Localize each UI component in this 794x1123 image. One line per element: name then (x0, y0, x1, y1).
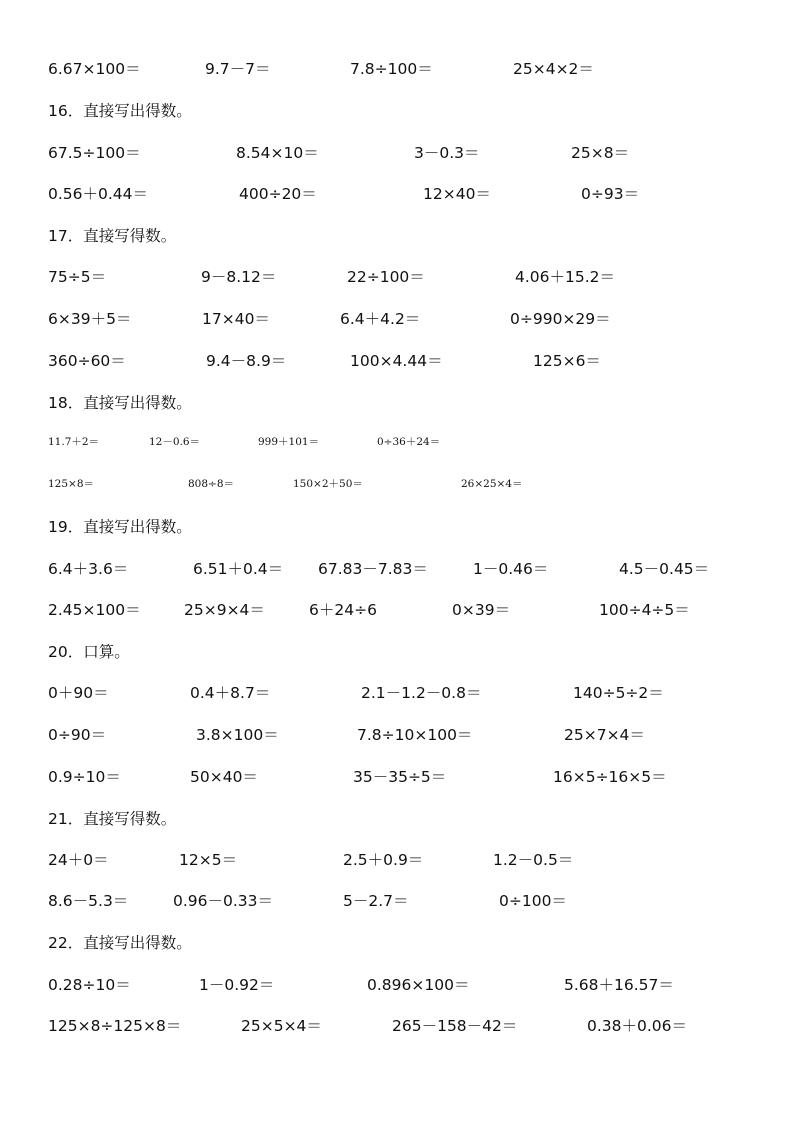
problem-row (0, 894, 794, 918)
problem-row (0, 479, 794, 503)
question-heading: 18．直接写出得数。 (48, 394, 192, 412)
arithmetic-problem: 75÷5＝ (48, 268, 107, 286)
arithmetic-problem: 25×7×4＝ (564, 726, 645, 744)
arithmetic-problem: 7.8÷10×100＝ (357, 726, 473, 744)
arithmetic-problem: 2.45×100＝ (48, 601, 141, 619)
arithmetic-problem: 400÷20＝ (239, 185, 317, 203)
arithmetic-problem: 24＋0＝ (48, 851, 109, 869)
arithmetic-problem: 0÷990×29＝ (510, 310, 611, 328)
arithmetic-problem: 35－35÷5＝ (353, 768, 447, 786)
arithmetic-problem: 9.4－8.9＝ (206, 352, 287, 370)
arithmetic-problem: 0÷36＋24＝ (377, 436, 441, 448)
arithmetic-problem: 0＋90＝ (48, 684, 109, 702)
arithmetic-problem: 12－0.6＝ (149, 436, 201, 448)
arithmetic-problem: 140÷5÷2＝ (573, 684, 664, 702)
arithmetic-problem: 100×4.44＝ (350, 352, 443, 370)
arithmetic-problem: 0.28÷10＝ (48, 976, 131, 994)
arithmetic-problem: 26×25×4＝ (461, 478, 523, 490)
arithmetic-problem: 0÷90＝ (48, 726, 107, 744)
problem-row (0, 770, 794, 794)
arithmetic-problem: 4.5－0.45＝ (619, 560, 710, 578)
arithmetic-problem: 4.06＋15.2＝ (515, 268, 616, 286)
arithmetic-problem: 6.4＋3.6＝ (48, 560, 129, 578)
arithmetic-problem: 125×8＝ (48, 478, 95, 490)
arithmetic-problem: 11.7＋2＝ (48, 436, 100, 448)
arithmetic-problem: 125×6＝ (533, 352, 601, 370)
arithmetic-problem: 1－0.92＝ (199, 976, 275, 994)
arithmetic-problem: 2.1－1.2－0.8＝ (361, 684, 482, 702)
arithmetic-problem: 3－0.3＝ (414, 144, 480, 162)
arithmetic-problem: 67.83－7.83＝ (318, 560, 428, 578)
problem-row (0, 686, 794, 710)
question-heading: 20．口算。 (48, 643, 130, 661)
arithmetic-problem: 999＋101＝ (258, 436, 320, 448)
arithmetic-problem: 3.8×100＝ (196, 726, 279, 744)
arithmetic-problem: 2.5＋0.9＝ (343, 851, 424, 869)
arithmetic-problem: 8.6－5.3＝ (48, 892, 129, 910)
arithmetic-problem: 7.8÷100＝ (350, 60, 433, 78)
arithmetic-problem: 12×40＝ (423, 185, 491, 203)
arithmetic-problem: 0×39＝ (452, 601, 511, 619)
arithmetic-problem: 22÷100＝ (347, 268, 425, 286)
arithmetic-problem: 17×40＝ (202, 310, 270, 328)
arithmetic-problem: 9－8.12＝ (201, 268, 277, 286)
arithmetic-problem: 125×8÷125×8＝ (48, 1017, 182, 1035)
arithmetic-problem: 1.2－0.5＝ (493, 851, 574, 869)
arithmetic-problem: 8.54×10＝ (236, 144, 319, 162)
arithmetic-problem: 5－2.7＝ (343, 892, 409, 910)
question-heading: 16．直接写出得数。 (48, 102, 192, 120)
arithmetic-problem: 9.7－7＝ (205, 60, 271, 78)
problem-row (0, 437, 794, 461)
arithmetic-problem: 25×8＝ (571, 144, 630, 162)
arithmetic-problem: 0.56＋0.44＝ (48, 185, 149, 203)
arithmetic-problem: 0.896×100＝ (367, 976, 470, 994)
problem-row (0, 187, 794, 211)
arithmetic-problem: 0.38＋0.06＝ (587, 1017, 688, 1035)
arithmetic-problem: 25×5×4＝ (241, 1017, 322, 1035)
question-heading: 22．直接写出得数。 (48, 934, 192, 952)
problem-row (0, 354, 794, 378)
question-heading: 19．直接写出得数。 (48, 518, 192, 536)
arithmetic-problem: 25×4×2＝ (513, 60, 594, 78)
arithmetic-problem: 0.9÷10＝ (48, 768, 121, 786)
arithmetic-problem: 67.5÷100＝ (48, 144, 141, 162)
arithmetic-problem: 6.4＋4.2＝ (340, 310, 421, 328)
problem-row (0, 603, 794, 627)
problem-row (0, 562, 794, 586)
arithmetic-problem: 100÷4÷5＝ (599, 601, 690, 619)
problem-row (0, 312, 794, 336)
arithmetic-problem: 6.67×100＝ (48, 60, 141, 78)
arithmetic-problem: 50×40＝ (190, 768, 258, 786)
arithmetic-problem: 265－158－42＝ (392, 1017, 518, 1035)
problem-row (0, 728, 794, 752)
problem-row (0, 270, 794, 294)
problem-row (0, 853, 794, 877)
problem-row (0, 146, 794, 170)
problem-row (0, 978, 794, 1002)
arithmetic-problem: 25×9×4＝ (184, 601, 265, 619)
arithmetic-problem: 6＋24÷6 (309, 601, 377, 619)
arithmetic-problem: 0÷100＝ (499, 892, 567, 910)
arithmetic-problem: 12×5＝ (179, 851, 238, 869)
question-heading: 17．直接写得数。 (48, 227, 177, 245)
arithmetic-problem: 0.4＋8.7＝ (190, 684, 271, 702)
arithmetic-problem: 0.96－0.33＝ (173, 892, 274, 910)
arithmetic-problem: 1－0.46＝ (473, 560, 549, 578)
arithmetic-problem: 5.68＋16.57＝ (564, 976, 674, 994)
arithmetic-problem: 150×2＋50＝ (293, 478, 363, 490)
arithmetic-problem: 6×39＋5＝ (48, 310, 132, 328)
question-heading: 21．直接写得数。 (48, 810, 177, 828)
arithmetic-problem: 6.51＋0.4＝ (193, 560, 284, 578)
arithmetic-problem: 360÷60＝ (48, 352, 126, 370)
arithmetic-problem: 808÷8＝ (188, 478, 235, 490)
problem-row (0, 1019, 794, 1043)
problem-row (0, 62, 794, 86)
arithmetic-problem: 0÷93＝ (581, 185, 640, 203)
arithmetic-problem: 16×5÷16×5＝ (553, 768, 667, 786)
